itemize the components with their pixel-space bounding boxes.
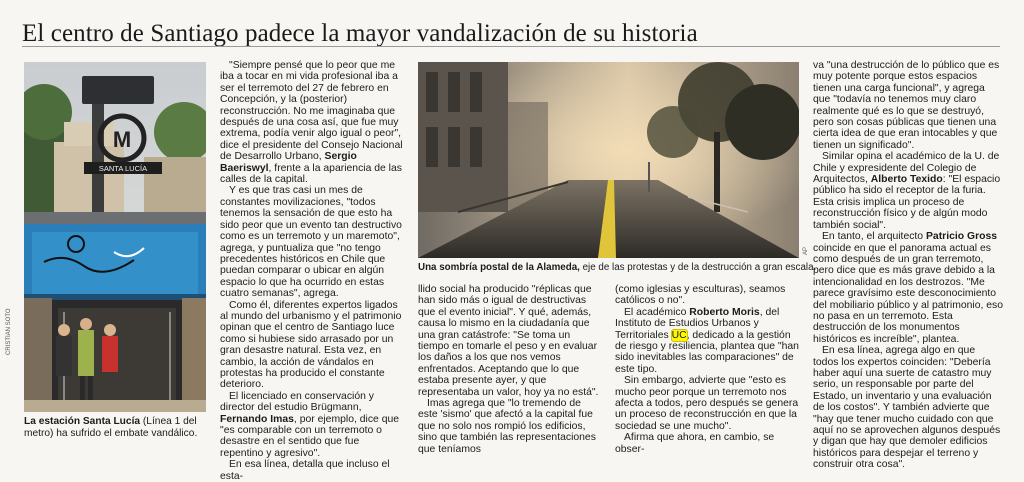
col1-name-imas: Fernando Imas [220, 413, 294, 425]
col4-p3a: En tanto, el arquitecto [822, 231, 926, 243]
highlighted-uc: UC [671, 329, 687, 341]
photo-metro-station [24, 62, 206, 412]
col4-name-texido: Alberto Texido [870, 174, 943, 186]
col3-name-moris: Roberto Moris [689, 306, 760, 318]
col4-p2c: : "El espacio público ha sido el receptor de la furia. Esta crisis implica un proceso de reconstrucción físico y de algún modo también social". [813, 174, 1001, 231]
photo-alameda [418, 62, 799, 258]
col3-p2c: , del Instituto de Estudios Urbanos y Territoriales [615, 306, 780, 341]
col1-p5: En esa línea, detalla que incluso el esta- [220, 459, 390, 482]
photo2-caption-bold: Una sombría postal de la Alameda, [418, 262, 580, 273]
col3-p2d: , dedicado a la gestión de riesgo y resiliencia, plantea que "han sido inevitables las comparaciones" de este tipo. [615, 329, 799, 375]
col4-p4: En esa línea, agrega algo en que todos los expertos coinciden: "Debería haber aquí una suerte de catastro muy serio, un responsable por parte del Estado, un inventario y una evaluación de los costos". Y también advierte que "hay que tener mucho cuidado con que aquí no se aprovechen algunos después y digan que hay que demoler edificios históricos para despejar el terreno y construir otra cosa". [813, 345, 1001, 471]
photo2-credit: AP [803, 246, 809, 255]
col4-p3c: coincide en que el panorama actual es como después de un gran terremoto, pero dice que es más grave debido a la intencionalidad en los destrozos. "Me parece gravísimo este desconocimiento del mobiliario público y al patrimonio, eso no pasa en un terremoto. Esta destrucción de los monumentos históricos es increíble", plantea. [813, 242, 1004, 345]
col1-p1a: "Siempre pensé que lo peor que me iba a tocar en mi vida profesional iba a ser el terremoto del 27 de febrero en Concepción, y la (posterior) reconstrucción. No me imaginaba que después de una cosa así, que fue muy extrema, podía venir algo igual o peor", dice el presidente del Consejo Nacional de Desarrollo Urbano, [220, 60, 403, 163]
photo1-credit: CRISTIAN SOTO [6, 308, 12, 355]
photo1-caption-rest: (Línea 1 del metro) ha sufrido el embate vandálico. [24, 416, 198, 439]
photo1-caption [24, 416, 210, 439]
metro-station-illustration [24, 62, 206, 412]
col4-p1: va "una destrucción de lo público que es muy potente porque estos espacios tienen una carga funcional", y agrega que "todavía no tenemos muy claro realmente qué es lo que se destruyó, pero son cosas públicas que tienen una cierta idea de que eran intocables y que tienen un significado". [813, 60, 1000, 151]
col1-p3: Como él, diferentes expertos ligados al mundo del urbanismo y el patrimonio opinan que el centro de Santiago luce como si hubiese sido arrasado por un gran desastre natural. Esta vez, en cambio, la acción de vándalos en protestas ha producido el constante deterioro. [220, 299, 402, 391]
photo2-caption-rest: eje de las protestas y de la destrucción a gran escala. [579, 262, 817, 273]
col3-p2a: El académico [624, 306, 690, 318]
headline: El centro de Santiago padece la mayor vandalización de su historia [22, 20, 698, 47]
metro-logo: M [112, 127, 132, 152]
alameda-illustration [418, 62, 799, 258]
col3-p3: Sin embargo, advierte que "esto es mucho peor porque un terremoto nos afecta a todos, pero después se genera un proceso de reconstrucción en que la sociedad se une mucho". [615, 375, 799, 432]
col3-p1: (como iglesias y esculturas), seamos católicos o no". [615, 284, 786, 307]
col1-p2: Y es que tras casi un mes de constantes movilizaciones, "todos tenemos la sensación de que esto ha sido peor que un evento tan destructivo como es un terremoto y un maremoto", agrega, y puntualiza que "no tengo precedentes históricos en Chile que puedan comparar o ubicar en algún espacio lo que ha ocurrido en estas cuatro semanas", agrega. [220, 185, 402, 300]
col4-name-gross: Patricio Gross [925, 231, 998, 243]
col1-p4a: El licenciado en conservación y director del estudio Brügmann, [220, 390, 374, 414]
article-column-4 [813, 60, 1003, 471]
col1-name-baeriswyl: Sergio Baeriswyl [220, 151, 357, 174]
article-column-3 [615, 284, 801, 455]
photo1-caption-bold: La estación Santa Lucía [24, 416, 141, 427]
col1-p4c: , por ejemplo, dice que "es comparable con un terremoto o desastre en el sentido que fue repentino y agresivo". [220, 413, 400, 459]
metro-sign-text: SANTA LUCÍA [98, 164, 148, 173]
col4-p2a: Similar opina el académico de la U. de Chile y expresidente del Colegio de Arquitectos, [813, 151, 1000, 186]
col3-p4: Afirma que ahora, en cambio, se obser- [615, 432, 775, 455]
col2-p1: llido social ha producido "réplicas que han sido más o igual de destructivas que el evento inicial". Y qué, además, causa lo mismo en la ciudadanía que una gran catástrofe: "Se toma un tiempo en tomarle el peso y en evaluar los daños a los que nos vemos enfrentados. Aceptando que lo que estaba presente ayer, y que representaba un valor, hoy ya no está". [418, 284, 599, 398]
article-column-1 [220, 60, 405, 482]
col1-p1c: , frente a la apariencia de las calles de la capital. [220, 162, 402, 186]
col2-p2: Imas agrega que "lo tremendo de este 'sismo' que afectó a la capital fue que no solo nos rompió los edificios, sino que también las representaciones que teníamos [418, 398, 596, 455]
article-column-2 [418, 284, 603, 455]
photo2-caption [418, 262, 817, 274]
headline-rule [22, 46, 1000, 47]
